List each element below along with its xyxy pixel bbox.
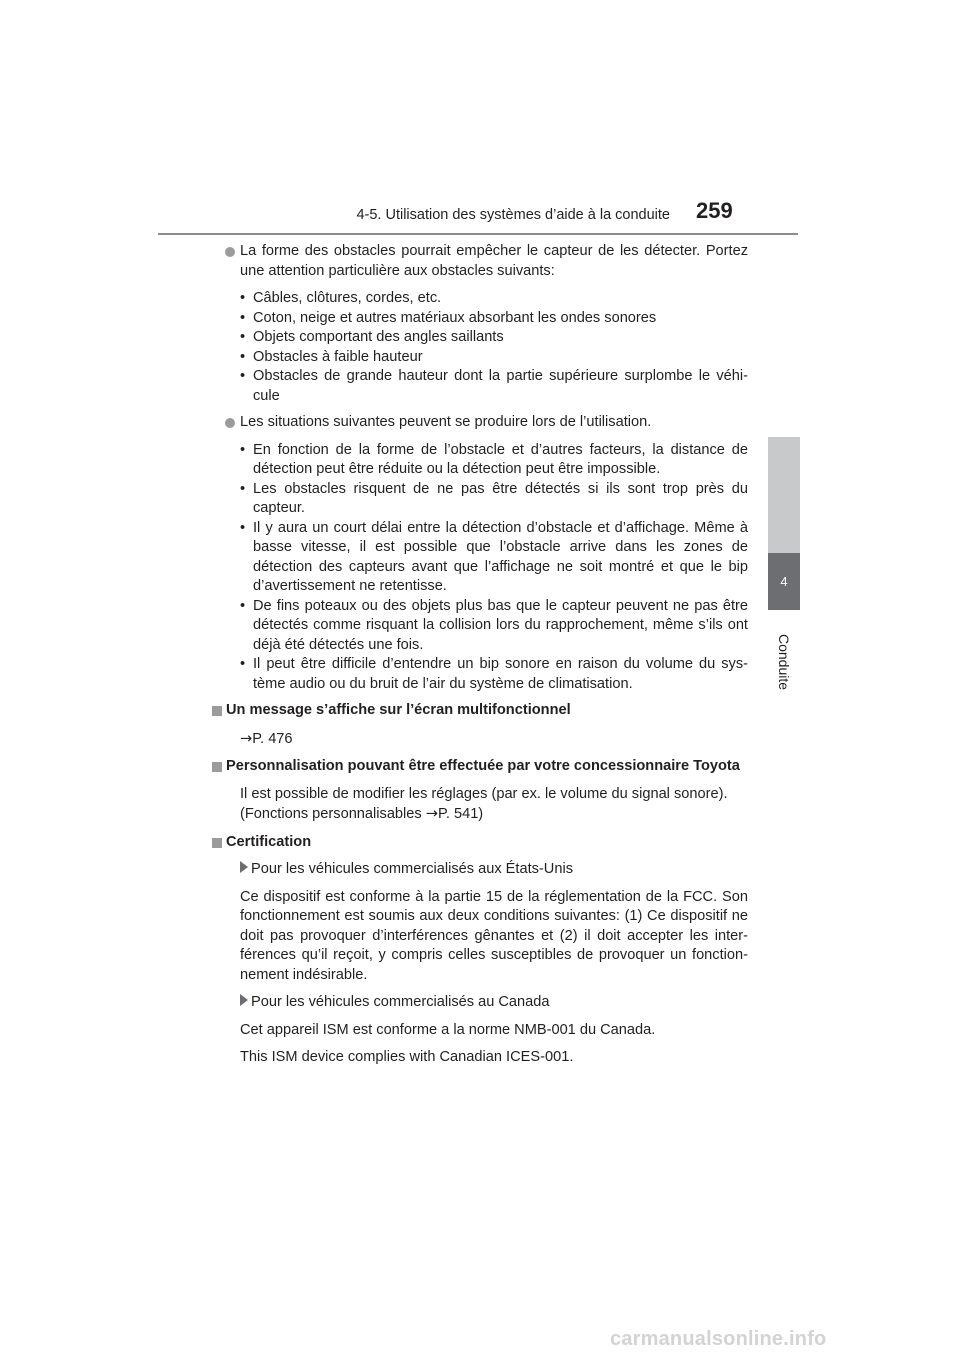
section-heading	[208, 701, 748, 721]
square-bullet-icon	[212, 706, 222, 716]
section-header-title: 4-5. Utilisation des systèmes d’aide à la conduite	[356, 207, 670, 223]
page-content	[208, 242, 748, 1076]
list-item: • Coton, neige et autres matériaux absorbant les ondes sonores	[208, 309, 748, 329]
arrow-right-icon: →	[425, 805, 438, 822]
bullet-text: Les situations suivantes peuvent se produire lors de l’utilisation.	[240, 414, 652, 430]
chapter-label-text: Conduite	[776, 633, 792, 691]
list-item: • Obstacles à faible hauteur	[208, 348, 748, 368]
section-heading-text: Un message s’affiche sur l’écran multifonctionnel	[226, 702, 571, 718]
square-bullet-icon	[212, 762, 222, 772]
chapter-tab-background	[768, 437, 800, 553]
list-item: • Câbles, clôtures, cordes, etc.	[208, 289, 748, 309]
paragraph: Cet appareil ISM est conforme a la norme NMB-001 du Canada.	[240, 1021, 656, 1038]
arrow-right-icon: →	[240, 729, 253, 747]
paragraph	[208, 785, 748, 825]
round-bullet-icon	[225, 418, 235, 428]
region-label	[208, 860, 748, 880]
page-number: 259	[696, 198, 733, 223]
list-item: • Objets comportant des angles saillants	[208, 328, 748, 348]
page-reference[interactable]	[208, 729, 748, 750]
chapter-tab-number[interactable]: 4	[768, 553, 800, 610]
situation-list	[208, 441, 748, 695]
paragraph: This ISM device complies with Canadian ICES-001.	[240, 1049, 574, 1065]
list-item: • De fins poteaux ou des objets plus bas que le capteur peuvent ne pas être détectés comme risquant la collision lors du rapprochement, même s’ils ont déjà été détectés une fois.	[208, 597, 748, 656]
paragraph: Ce dispositif est conforme à la partie 15 de la réglementation de la FCC. Son fonctionnement est soumis aux deux conditions suivantes: (1) Ce dispositif ne doit pas provoquer d’interférences gênantes et (2) il doit accepter les inter-férences qu’il reçoit, y compris celles susceptibles de provoquer un fonction-nement indésirable.	[240, 888, 748, 983]
region-label-text: Pour les véhicules commercialisés aux États-Unis	[251, 861, 573, 877]
triangle-bullet-icon	[240, 994, 248, 1006]
obstacle-list	[208, 289, 748, 406]
list-item: • En fonction de la forme de l’obstacle et d’autres facteurs, la distance de détection peut être réduite ou la détection peut être impossible.	[208, 441, 748, 480]
section-heading-text: Certification	[226, 833, 312, 850]
paragraph-text: Il est possible de modifier les réglages (par ex. le volume du signal sonore).	[240, 785, 728, 802]
section-heading-text: Personnalisation pouvant être effectuée par votre concessionnaire Toyota	[226, 758, 740, 774]
list-item: • Il peut être difficile d’entendre un bip sonore en raison du volume du sys-tème audio ou du bruit de l’air du système de climatisation.	[208, 655, 748, 694]
list-item: • Les obstacles risquent de ne pas être détectés si ils sont trop près du capteur.	[208, 480, 748, 519]
bullet-paragraph	[208, 413, 748, 433]
header-divider	[158, 233, 798, 235]
list-item: • Obstacles de grande hauteur dont la partie supérieure surplombe le véhi-cule	[208, 367, 748, 406]
square-bullet-icon	[212, 838, 222, 848]
watermark: carmanualsonline.info	[610, 1328, 827, 1350]
region-label	[208, 993, 748, 1013]
bullet-paragraph	[208, 242, 748, 281]
list-item: • Il y aura un court délai entre la détection d’obstacle et d’affichage. Même à basse vitesse, il est possible que l’obstacle arrive dans les zones de détection des capteurs avant que l’affichage ne soit montré et que le bip d’avertissement ne retentisse.	[208, 519, 748, 597]
paragraph-text: (Fonctions personnalisables	[240, 806, 426, 822]
chapter-tab-label	[768, 614, 800, 734]
bullet-text: La forme des obstacles pourrait empêcher le capteur de les détecter. Portez une attention particulière aux obstacles suivants:	[240, 243, 748, 279]
section-heading	[208, 833, 748, 853]
page-reference-text: P. 476	[252, 730, 293, 747]
round-bullet-icon	[225, 247, 235, 257]
region-label-text: Pour les véhicules commercialisés au Canada	[251, 994, 550, 1010]
page-reference-text[interactable]: P. 541)	[438, 806, 484, 822]
triangle-bullet-icon	[240, 861, 248, 873]
section-heading	[208, 757, 748, 777]
